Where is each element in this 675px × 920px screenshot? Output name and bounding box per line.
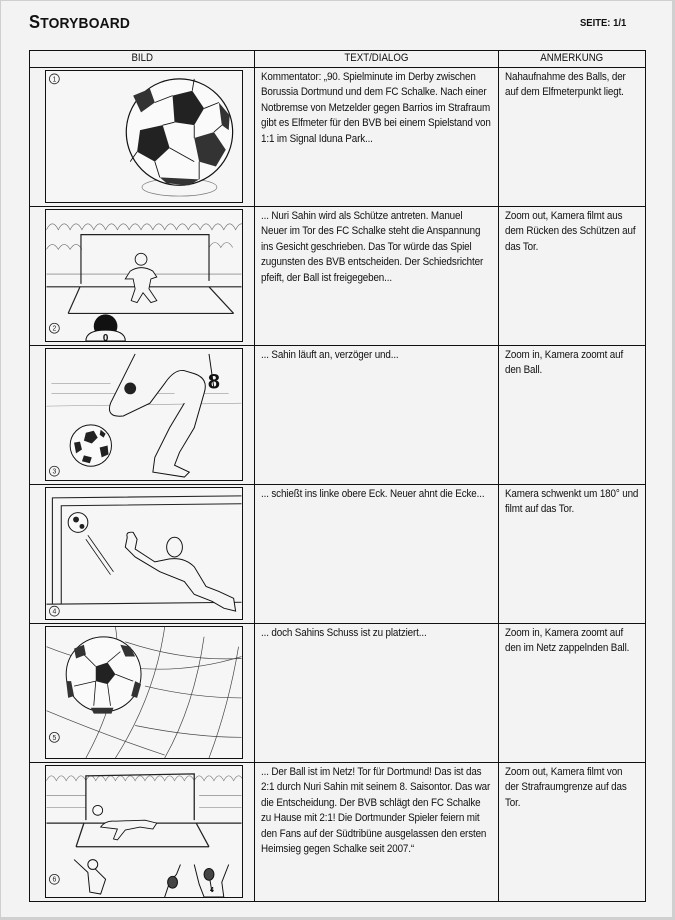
sketch-cell xyxy=(30,763,255,902)
frame-number: 1 xyxy=(52,76,57,84)
table-row xyxy=(30,207,646,346)
note-text: Zoom in, Kamera zoomt auf den Ball. xyxy=(499,346,646,485)
ball-in-net-sketch xyxy=(46,627,242,758)
sketch-frame-6 xyxy=(45,765,243,898)
dialog-text: Kommentator: „90. Spielminute im Derby zwischen Borussia Dortmund und dem FC Schalke. Nach einer Notbremse von Metzelder gegen Barrios im Strafraum gibt es Elfmeter für den BVB bei einem Spielstand von 1:1 im Signal Iduna Park... xyxy=(255,68,499,207)
player-run-up-sketch xyxy=(46,349,242,480)
svg-text:0: 0 xyxy=(102,333,109,341)
dialog-text: ... doch Sahins Schuss ist zu platziert... xyxy=(255,624,499,763)
goalkeeper-dive-sketch xyxy=(46,488,242,619)
jersey-number: 8 xyxy=(207,368,220,394)
sketch-cell xyxy=(30,485,255,624)
dialog-text: ... schießt ins linke obere Eck. Neuer ahnt die Ecke... xyxy=(255,485,499,624)
page-title: STORYBOARD xyxy=(29,12,131,32)
table-row xyxy=(30,763,646,902)
sketch-cell xyxy=(30,346,255,485)
table-header-row xyxy=(30,51,646,68)
note-text: Nahaufnahme des Balls, der auf dem Elfmeterpunkt liegt. xyxy=(499,68,646,207)
column-header-anmerkung: ANMERKUNG xyxy=(499,51,646,68)
dialog-text: ... Der Ball ist im Netz! Tor für Dortmund! Das ist das 2:1 durch Nuri Sahin mit seinem 8. Saisontor. Das war die Entscheidung. Der BVB schlägt den FC Schalke zu Hause mit 2:1! Die Dortmunder Spieler feiern mit den Fans auf der Südtribüne ausgelassen den ersten Heimsieg gegen Schalke seit 2007.“ xyxy=(255,763,499,902)
sketch-cell xyxy=(30,624,255,763)
soccer-ball-closeup-sketch xyxy=(46,71,242,202)
sketch-frame-5 xyxy=(45,626,243,759)
sketch-cell xyxy=(30,207,255,346)
table-row xyxy=(30,485,646,624)
table-row xyxy=(30,68,646,207)
penalty-view-sketch xyxy=(46,210,242,341)
note-text: Zoom in, Kamera zoomt auf den im Netz zappelnden Ball. xyxy=(499,624,646,763)
column-header-bild: BILD xyxy=(30,51,255,68)
page-number: SEITE: 1/1 xyxy=(580,17,627,29)
column-header-text-dialog: TEXT/DIALOG xyxy=(255,51,499,68)
table-row xyxy=(30,346,646,485)
dialog-text: ... Nuri Sahin wird als Schütze antreten. Manuel Neuer im Tor des FC Schalke steht die Anspannung ins Gesicht geschrieben. Das Tor würde das Spiel zugunsten des BVB entscheiden. Der Schiedsrichter pfeift, der Ball ist freigegeben... xyxy=(255,207,499,346)
table-row xyxy=(30,624,646,763)
sketch-frame-1 xyxy=(45,70,243,203)
frame-number: 5 xyxy=(52,734,57,742)
sketch-frame-3 xyxy=(45,348,243,481)
celebrating-jersey-number: 4 xyxy=(209,887,214,895)
note-text: Kamera schwenkt um 180° und filmt auf das Tor. xyxy=(499,485,646,624)
sketch-cell xyxy=(30,68,255,207)
frame-number: 2 xyxy=(52,325,57,333)
frame-number: 3 xyxy=(52,468,57,476)
storyboard-table xyxy=(29,50,646,902)
note-text: Zoom out, Kamera filmt aus dem Rücken des Schützen auf das Tor. xyxy=(499,207,646,346)
sketch-frame-2 xyxy=(45,209,243,342)
frame-number: 6 xyxy=(52,876,57,884)
note-text: Zoom out, Kamera filmt von der Strafraumgrenze auf das Tor. xyxy=(499,763,646,902)
sketch-frame-4 xyxy=(45,487,243,620)
dialog-text: ... Sahin läuft an, verzöger und... xyxy=(255,346,499,485)
frame-number: 4 xyxy=(52,608,57,616)
goal-celebration-sketch xyxy=(46,766,242,897)
